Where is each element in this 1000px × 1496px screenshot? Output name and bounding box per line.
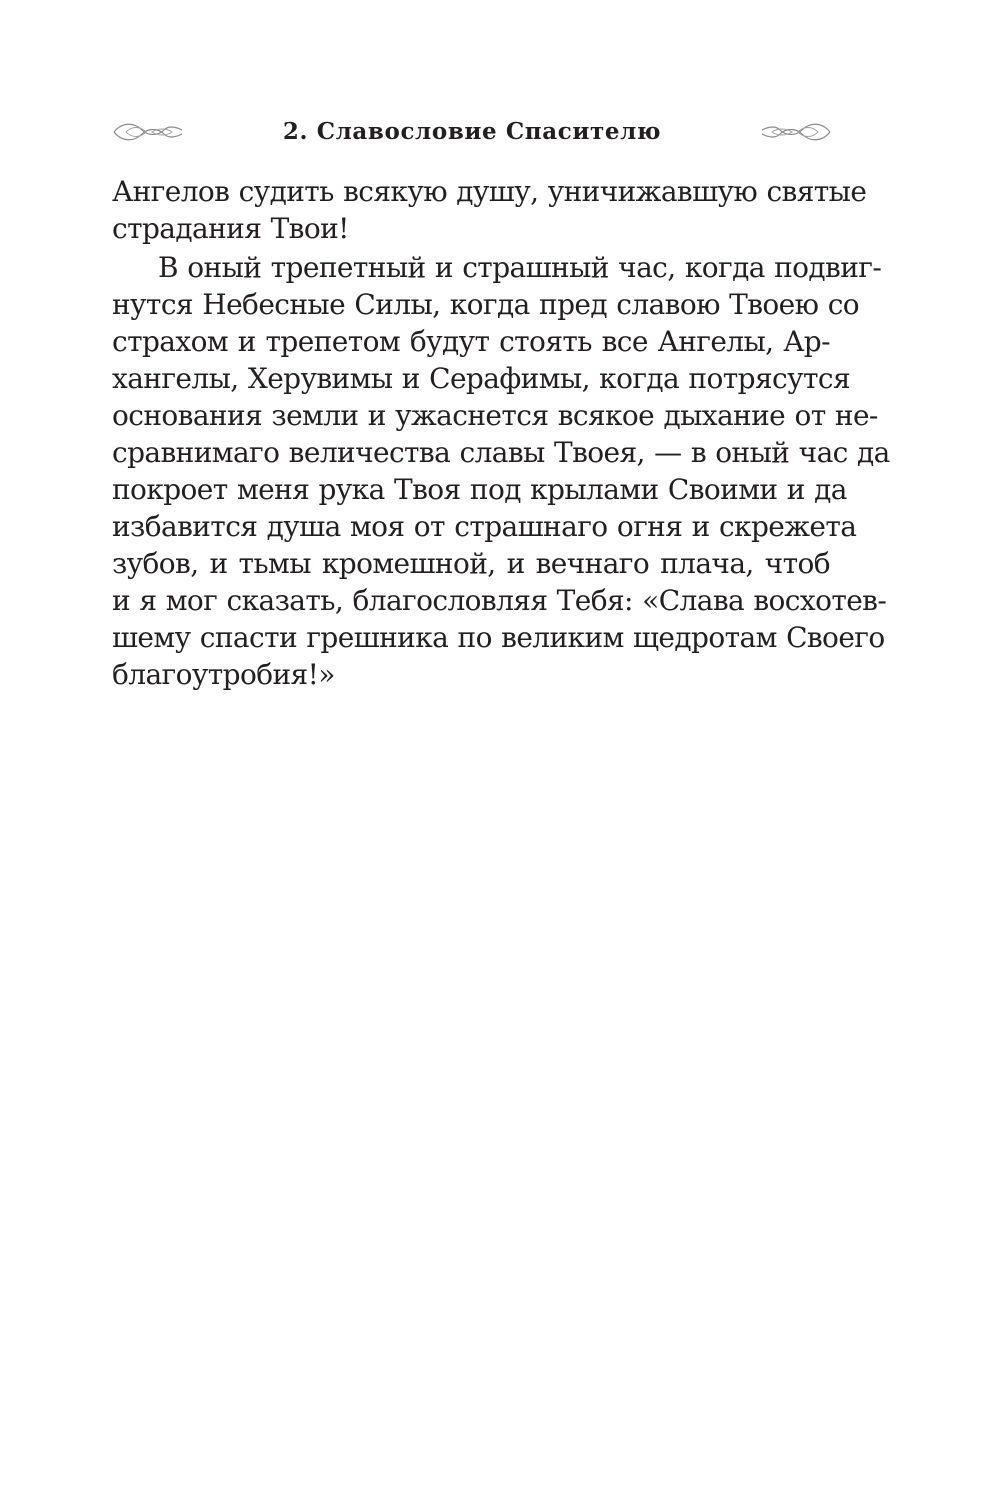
- text-line: Ангелов судить всякую душу, уничижавшую святые: [112, 175, 867, 208]
- text-line: хангелы, Херувимы и Серафимы, когда потрясутся: [112, 362, 851, 395]
- text-line: избавится душа моя от страшнаго огня и скрежета: [112, 510, 857, 543]
- text-line: благоутробия!»: [112, 658, 335, 691]
- text-line: основания земли и ужаснется всякое дыхание от не-: [112, 399, 878, 432]
- text-line: покроет меня рука Твоя под крылами Своими и да: [112, 473, 847, 506]
- running-header: [112, 112, 832, 152]
- text-line: страдания Твои!: [112, 212, 349, 245]
- page-running-title: 2. Славословие Спасителю: [282, 118, 662, 145]
- text-line: нутся Небесные Силы, когда пред славою Твоею со: [112, 288, 860, 321]
- paragraph-continued: [112, 173, 867, 247]
- text-line: зубов, и тьмы кромешной, и вечнаго плача, чтоб: [112, 547, 830, 580]
- paragraph: [112, 249, 890, 693]
- body-text: [112, 173, 890, 693]
- flourish-ornament-right-icon: [760, 118, 832, 146]
- text-line: сравнимаго величества славы Твоея, — в оный час да: [112, 436, 890, 469]
- text-line: В оный трепетный и страшный час, когда подвиг-: [158, 251, 882, 284]
- text-line: страхом и трепетом будут стоять все Ангелы, Ар-: [112, 325, 830, 358]
- text-line: шему спасти грешника по великим щедротам Своего: [112, 621, 885, 654]
- text-line: и я мог сказать, благословляя Тебя: «Слава восхотев-: [112, 584, 887, 617]
